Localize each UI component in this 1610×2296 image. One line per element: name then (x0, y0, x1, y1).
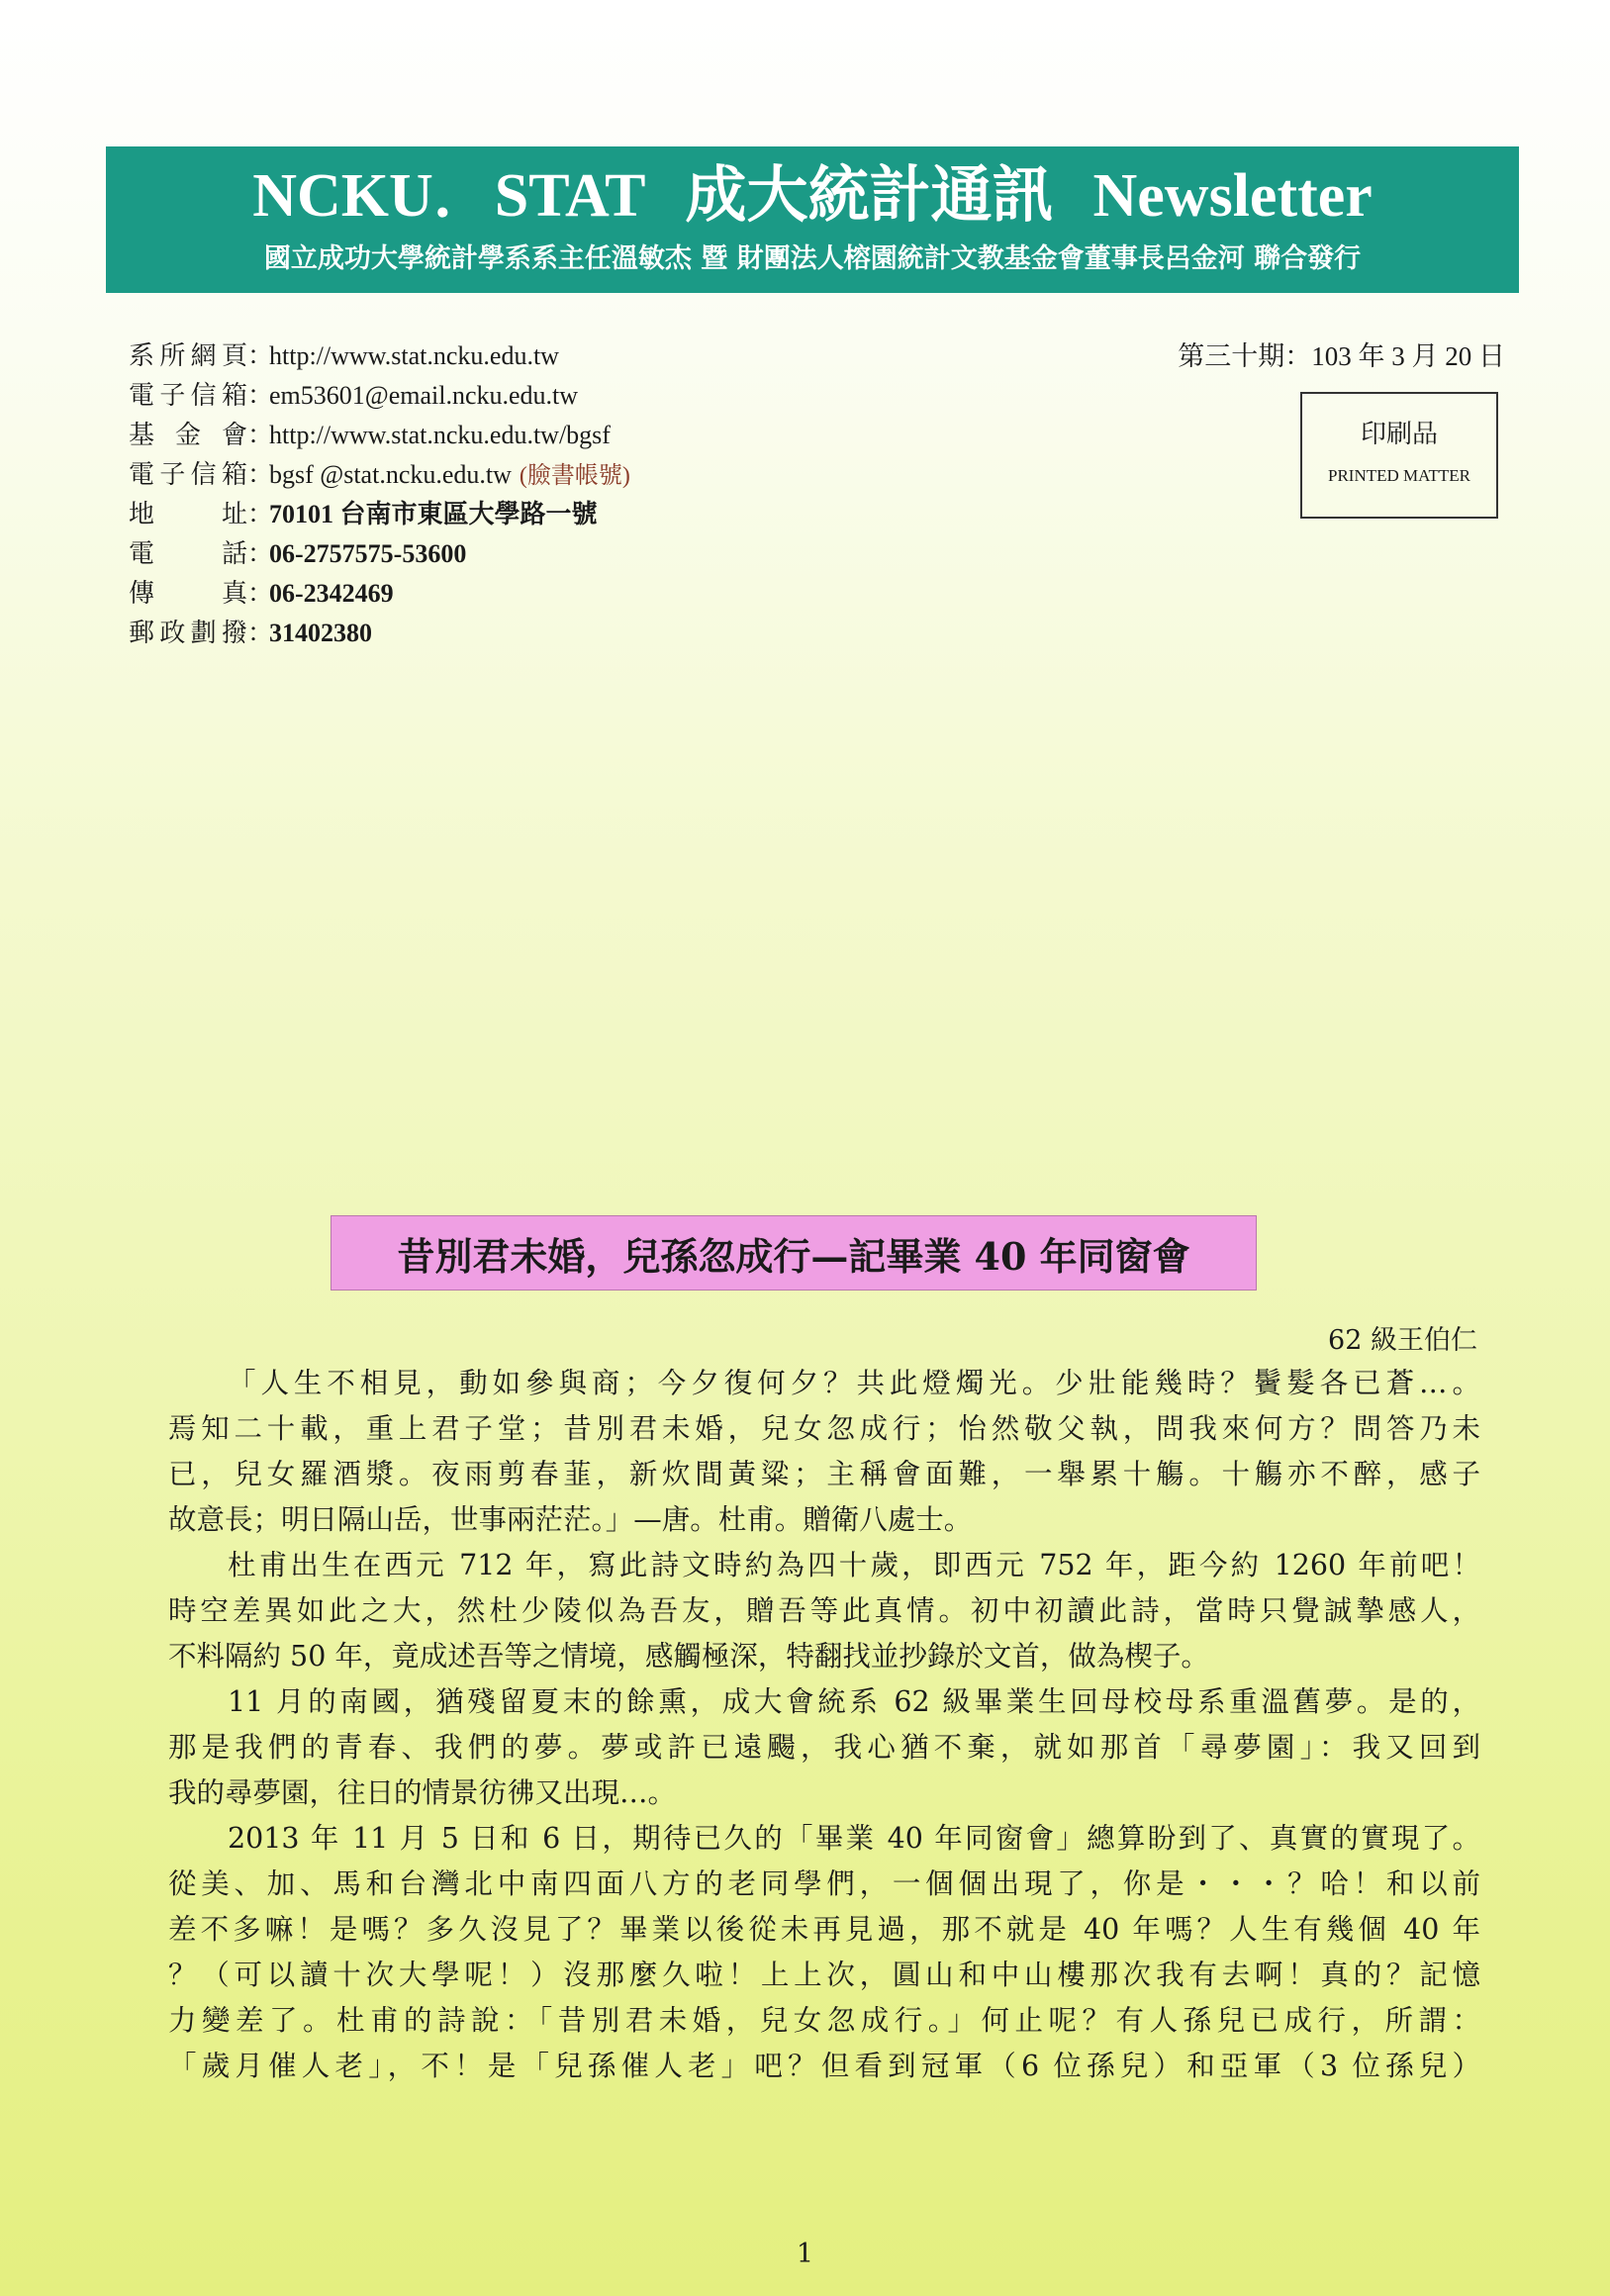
contact-label: 郵政劃撥 (129, 619, 247, 647)
body-line: 時空差異如此之大，然杜少陵似為吾友，贈吾等此真情。初中初讀此詩，當時只覺誠摯感人， (168, 1594, 1480, 1627)
body-line: 「歲月催人老」，不！是「兒孫催人老」吧？但看到冠軍（6 位孫兒）和亞軍（3 位孫兒） (168, 2050, 1480, 2082)
body-line: 11 月的南國，猶殘留夏末的餘熏，成大會統系 62 級畢業生回母校母系重溫舊夢。是的， (228, 1685, 1480, 1718)
contact-label: 地址 (129, 500, 247, 528)
contact-label: 電子信箱 (129, 460, 247, 489)
printed-matter-cn: 印刷品 (1360, 420, 1438, 449)
contact-label: 基金會 (129, 421, 247, 449)
foundation-website-link[interactable]: http://www.stat.ncku.edu.tw/bgsf (269, 421, 611, 449)
body-line: 力變差了。杜甫的詩說：「昔別君未婚，兒女忽成行。」何止呢？有人孫兒已成行，所謂： (168, 2004, 1480, 2037)
contact-row-postal-transfer (129, 614, 630, 653)
contact-colon: ： (247, 381, 274, 410)
body-line: 焉知二十載，重上君子堂；昔別君未婚，兒女忽成行；怡然敬父執，問我來何方？問答乃未 (168, 1412, 1480, 1445)
facebook-account-note: (臉書帳號) (519, 463, 630, 489)
contact-colon: ： (247, 500, 274, 528)
contact-colon: ： (247, 341, 274, 370)
body-line: 故意長；明日隔山岳，世事兩茫茫。」—唐。杜甫。贈衛八處士。 (168, 1503, 973, 1536)
newsletter-banner (106, 146, 1519, 293)
printed-matter-stamp (1300, 392, 1498, 519)
article-title: 昔別君未婚，兒孫忽成行—記畢業 40 年同窗會 (397, 1233, 1190, 1279)
contact-row-address (129, 495, 630, 534)
body-line: 「人生不相見，動如參與商；今夕復何夕？共此燈燭光。少壯能幾時？鬢髮各已蒼…。 (228, 1367, 1480, 1399)
body-line: 從美、加、馬和台灣北中南四面八方的老同學們，一個個出現了，你是・・・？哈！和以前 (168, 1867, 1480, 1900)
contact-label: 系所網頁 (129, 341, 247, 370)
banner-title-en-right: Newsletter (1092, 162, 1373, 230)
foundation-email-link[interactable]: bgsf @stat.ncku.edu.tw (269, 460, 512, 489)
article-body (168, 1361, 1480, 2089)
article-title-box (331, 1215, 1257, 1291)
article-author: 62 級王伯仁 (1328, 1325, 1477, 1356)
contact-info (129, 336, 630, 653)
contact-row-fax (129, 574, 630, 614)
contact-colon: ： (247, 460, 274, 489)
body-line: 那是我們的青春、我們的夢。夢或許已遠颺，我心猶不棄，就如那首「尋夢園」：我又回到 (168, 1731, 1480, 1764)
contact-row-dept-website (129, 336, 630, 376)
dept-website-link[interactable]: http://www.stat.ncku.edu.tw (269, 341, 559, 370)
body-line: 已，兒女羅酒漿。夜雨剪春韮，新炊間黃粱；主稱會面難，一舉累十觴。十觴亦不醉，感子 (168, 1458, 1480, 1490)
fax-value: 06-2342469 (269, 579, 394, 608)
contact-row-phone (129, 534, 630, 574)
body-line: 杜甫出生在西元 712 年，寫此詩文時約為四十歲，即西元 752 年，距今約 1260 年前吧！ (228, 1549, 1480, 1581)
body-line: 差不多嘛！是嗎？多久沒見了？畢業以後從未再見過，那不就是 40 年嗎？人生有幾個 40 年 (168, 1913, 1480, 1946)
address-value: 70101 台南市東區大學路一號 (269, 500, 598, 528)
contact-row-foundation-website (129, 416, 630, 455)
body-line: ？（可以讀十次大學呢！）沒那麼久啦！上上次，圓山和中山樓那次我有去啊！真的？記憶 (168, 1959, 1480, 1991)
contact-row-foundation-email (129, 455, 630, 495)
issue-date: 第三十期：103 年 3 月 20 日 (1178, 341, 1505, 371)
contact-colon: ： (247, 579, 274, 608)
banner-title-en-left: NCKU．STAT (252, 162, 646, 230)
banner-title-cn: 成大統計通訊 (685, 162, 1054, 230)
body-line: 2013 年 11 月 5 日和 6 日，期待已久的「畢業 40 年同窗會」總算盼到了、真實的實現了。 (228, 1822, 1480, 1855)
contact-label: 傳真 (129, 579, 247, 608)
contact-label: 電子信箱 (129, 381, 247, 410)
banner-title (106, 158, 1519, 234)
contact-label: 電話 (129, 539, 247, 568)
contact-colon: ： (247, 619, 274, 647)
body-line: 我的尋夢園，往日的情景彷彿又出現…。 (168, 1776, 677, 1809)
page-number: 1 (796, 2239, 814, 2269)
printed-matter-en: PRINTED MATTER (1327, 466, 1471, 485)
contact-row-dept-email (129, 376, 630, 416)
postal-transfer-value: 31402380 (269, 619, 372, 647)
body-line: 不料隔約 50 年，竟成述吾等之情境，感觸極深，特翻找並抄錄於文首，做為楔子。 (168, 1640, 1209, 1673)
banner-subtitle: 國立成功大學統計學系系主任溫敏杰 暨 財團法人榕園統計文教基金會董事長呂金河 聯合發行 (263, 243, 1362, 274)
dept-email-link[interactable]: em53601@email.ncku.edu.tw (269, 381, 579, 410)
contact-colon: ： (247, 539, 274, 568)
phone-value: 06-2757575-53600 (269, 539, 467, 568)
contact-colon: ： (247, 421, 274, 449)
